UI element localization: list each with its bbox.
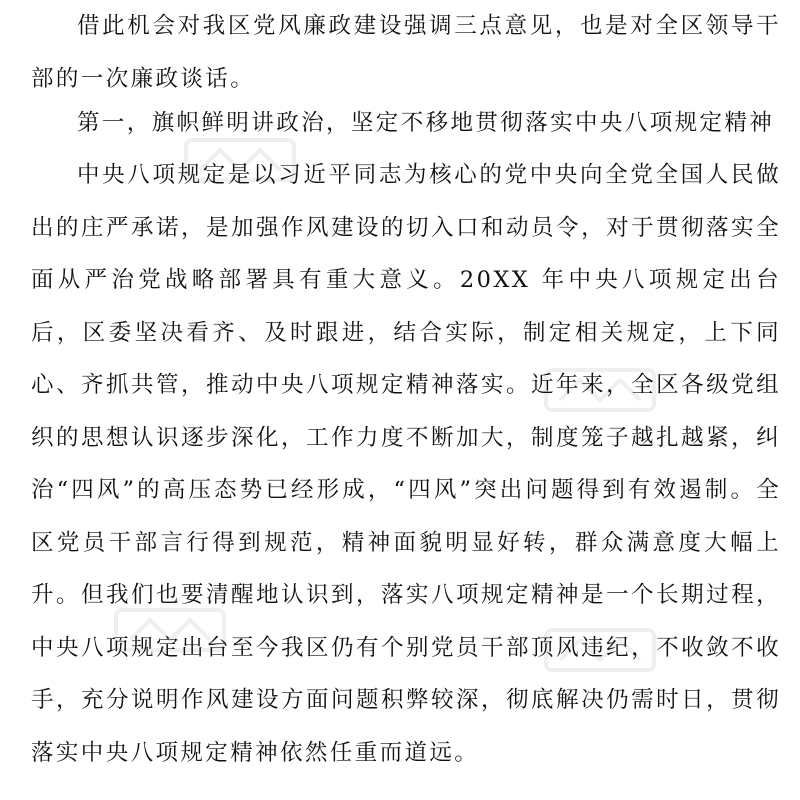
intro-paragraph: 借此机会对我区党风廉政建设强调三点意见，也是对全区领导干部的一次廉政谈话。: [31, 13, 781, 92]
section-heading: 第一，旗帜鲜明讲政治，坚定不移地贯彻落实中央八项规定精神: [77, 110, 775, 136]
body-paragraph: 中央八项规定是以习近平同志为核心的党中央向全党全国人民做出的庄严承诺，是加强作风建设的切入口和动员令，对于贯彻落实全面从严治党战略部署具有重大意义。20XX 年中央八项规定出台后，区委坚决看齐、及时跟进，结合实际，制定相关规定，上下同心、齐抓共管，推动中央八项规定精神落实。近年来，全区各级党组织的思想认识逐步深化，工作力度不断加大，制度笼子越扎越紧，纠治“四风”的高压态势已经形成，“四风”突出问题得到有效遏制。全区党员干部言行得到规范，精神面貌明显好转，群众满意度大幅上升。但我们也要清醒地认识到，落实八项规定精神是一个长期过程，中央八项规定出台至今我区仍有个别党员干部顶风违纪，不收敛不收手，充分说明作风建设方面问题积弊较深，彻底解决仍需时日，贯彻落实中央八项规定精神依然任重而道远。: [31, 162, 781, 766]
